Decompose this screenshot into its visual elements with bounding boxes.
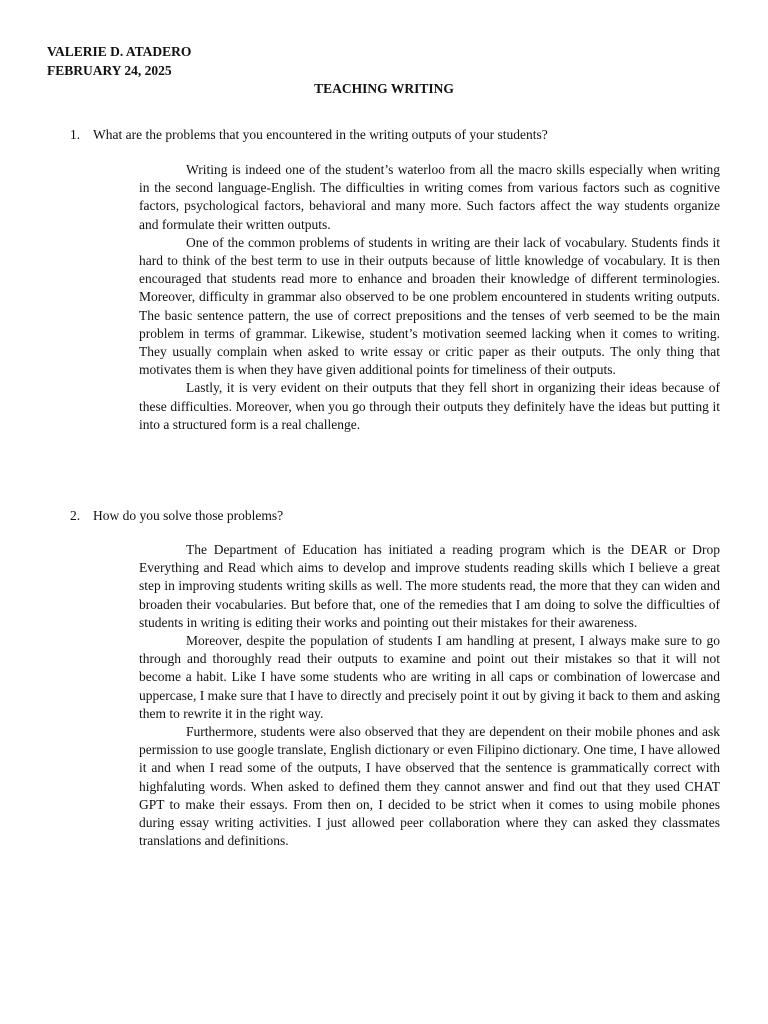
answer-2 xyxy=(139,541,720,850)
answer-paragraph: Lastly, it is very evident on their outputs that they fell short in organizing their ideas because of these difficulties. Moreover, when you go through their outputs they definitely have the ideas but putting it into a structured form is a real challenge. xyxy=(139,380,720,432)
question-number: 2. xyxy=(70,508,81,523)
question-1 xyxy=(70,126,730,143)
author-name: VALERIE D. ATADERO xyxy=(47,44,192,59)
answer-paragraph: Writing is indeed one of the student’s waterloo from all the macro skills especially when writing in the second language-English. The difficulties in writing comes from various factors such as cognitive factors, psychological factors, behavioral and many more. Such factors affect the way students organize and formulate their written outputs. xyxy=(139,162,720,232)
question-number: 1. xyxy=(70,127,81,142)
document-title: TEACHING WRITING xyxy=(314,81,454,96)
document-date: FEBRUARY 24, 2025 xyxy=(47,63,172,78)
question-text: How do you solve those problems? xyxy=(93,508,284,523)
answer-paragraph: Furthermore, students were also observed that they are dependent on their mobile phones and ask permission to use google translate, English dictionary or even Filipino dictionary. One time, I have allowed it and when I read some of the outputs, I have observed that the sentence is grammatically correct with highfaluting words. When asked to defined them they cannot answer and find out that they used CHAT GPT to make their essays. From then on, I decided to be strict when it comes to using mobile phones during essay writing activities. I just allowed peer collaboration where they can asked they classmates translations and definitions. xyxy=(139,724,720,849)
question-text: What are the problems that you encountered in the writing outputs of your students? xyxy=(93,127,548,142)
answer-paragraph: Moreover, despite the population of students I am handling at present, I always make sure to go through and thoroughly read their outputs to examine and point out their mistakes so that it will not become a habit. Like I have some students who are writing in all caps or combination of lowercase and uppercase, I make sure that I have to directly and precisely point it out by giving it back to them and asking them to rewrite it in the right way. xyxy=(139,633,720,721)
answer-paragraph: One of the common problems of students in writing are their lack of vocabulary. Students finds it hard to think of the best term to use in their outputs because of little knowledge of vocabulary. It is then encouraged that students read more to enhance and broaden their knowledge of different terminologies. Moreover, difficulty in grammar also observed to be one problem encountered in students writing outputs. The basic sentence pattern, the use of correct prepositions and the tenses of verb seemed to be the main problem in terms of grammar. Likewise, student’s motivation seemed lacking when it comes to writing. They usually complain when asked to write essay or critic paper as their outputs. The only thing that motivates them is when they have given additional points for timeliness of their outputs. xyxy=(139,234,720,378)
answer-1 xyxy=(139,161,720,434)
question-2 xyxy=(70,507,730,524)
answer-paragraph: The Department of Education has initiated a reading program which is the DEAR or Drop Everything and Read which aims to develop and improve students reading skills which I believe a great step in improving students writing skills as well. The more students read, the more that they can widen and broaden their vocabularies. But before that, one of the remedies that I am doing to solve the difficulties of students in writing is editing their works and pointing out their mistakes for their awareness. xyxy=(139,542,720,630)
